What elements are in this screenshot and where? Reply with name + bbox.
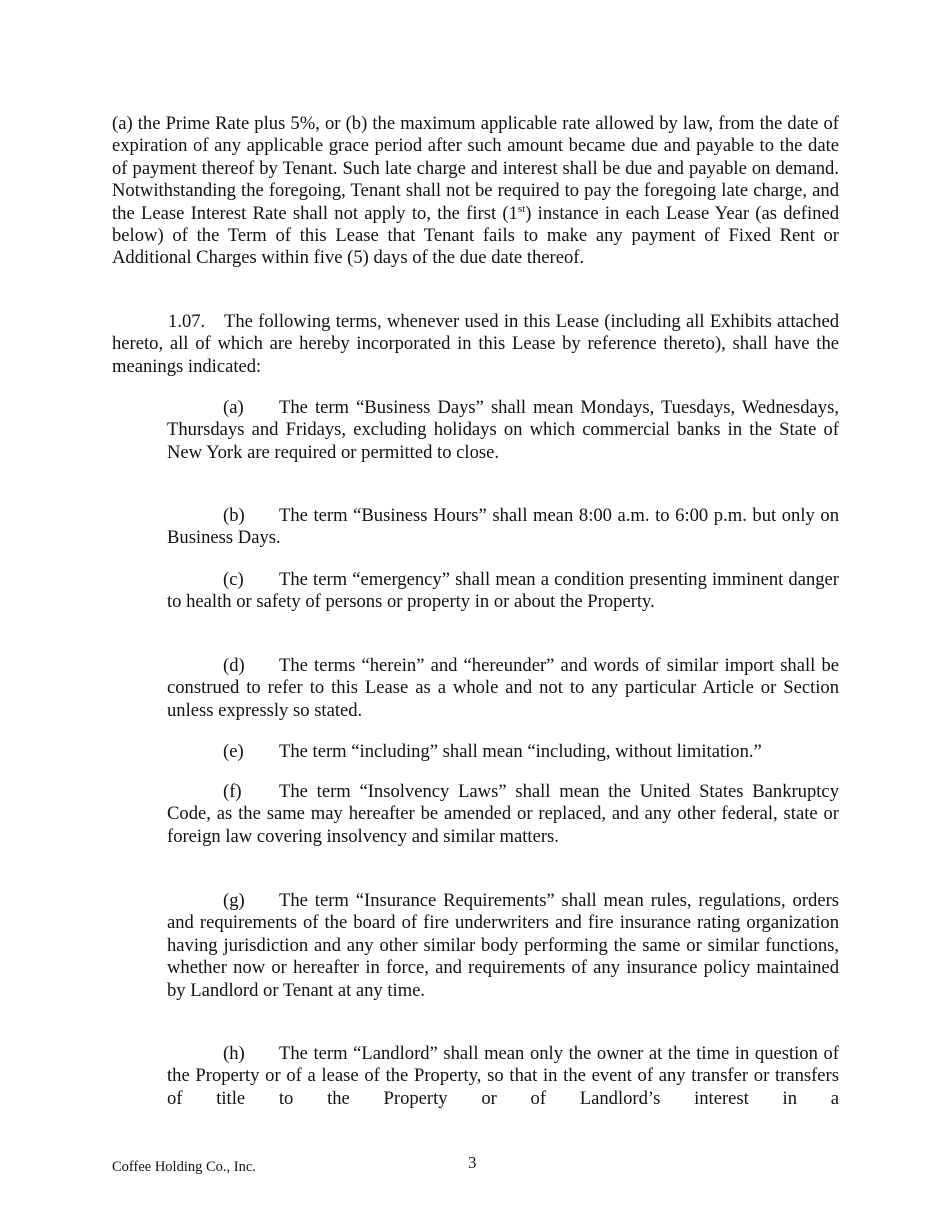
definition-h xyxy=(167,1043,839,1110)
definition-label: (g) xyxy=(223,890,245,911)
definition-label: (h) xyxy=(223,1043,245,1064)
definition-label: (d) xyxy=(223,655,245,676)
definition-label: (c) xyxy=(223,569,244,590)
definition-f xyxy=(167,781,839,848)
rate-text-part1: (a) the Prime Rate plus 5%, or (b) the maximum applicable rate allowed by law, from the date of expiration of any applicable grace period after such amount became due and payable to the date of payment thereof by Tenant. Such late charge and interest shall be due and payable on demand. Notwithstanding the foregoing, Tenant shall not be required to pay the foregoing late charge, and the Lease Interest Rate shall not apply to, the first (1 xyxy=(112,113,839,224)
definition-label: (a) xyxy=(223,397,244,418)
rate-text-part2: ) instance in each Lease Year (as defined below) of the Term of this Lease that Tenant fails to make any payment of Fixed Rent or Additional Charges within five (5) days of the due date thereof. xyxy=(112,202,839,269)
definition-text: The term “Business Hours” shall mean 8:00 a.m. to 6:00 p.m. but only on Business Days. xyxy=(167,505,839,549)
definition-label: (f) xyxy=(223,781,242,802)
definition-label: (e) xyxy=(223,741,244,762)
section-1-07 xyxy=(112,311,839,378)
ordinal-superscript: st xyxy=(517,202,526,215)
definition-a xyxy=(167,397,839,464)
definition-label: (b) xyxy=(223,505,245,526)
section-text: The following terms, whenever used in this Lease (including all Exhibits attached hereto, all of which are hereby incorporated in this Lease by reference thereto), shall have the meanings indicated: xyxy=(112,311,839,377)
definition-text: The terms “herein” and “hereunder” and words of similar import shall be construed to refer to this Lease as a whole and not to any particular Article or Section unless expressly so stated. xyxy=(167,655,839,721)
section-number: 1.07. xyxy=(168,311,206,332)
definition-text: The term “Insolvency Laws” shall mean the United States Bankruptcy Code, as the same may hereafter be amended or replaced, and any other federal, state or foreign law covering insolvency and similar matters. xyxy=(167,781,839,847)
definition-text: The term “emergency” shall mean a condition presenting imminent danger to health or safety of persons or property in or about the Property. xyxy=(167,569,839,613)
definition-g xyxy=(167,890,839,1002)
definition-c xyxy=(167,569,839,614)
definition-text: The term “Business Days” shall mean Mondays, Tuesdays, Wednesdays, Thursdays and Fridays, excluding holidays on which commercial banks in the State of New York are required or permitted to close. xyxy=(167,397,839,463)
definition-b xyxy=(167,505,839,550)
definition-text: The term “Insurance Requirements” shall mean rules, regulations, orders and requirements of the board of fire underwriters and fire insurance rating organization having jurisdiction and any other similar body performing the same or similar functions, whether now or hereafter in force, and requirements of any insurance policy maintained by Landlord or Tenant at any time. xyxy=(167,890,839,1001)
footer-company: Coffee Holding Co., Inc. xyxy=(112,1159,256,1175)
definition-text: The term “including” shall mean “including, without limitation.” xyxy=(279,741,762,762)
definition-d xyxy=(167,655,839,722)
page-number: 3 xyxy=(468,1153,477,1172)
definition-text: The term “Landlord” shall mean only the owner at the time in question of the Property or of a lease of the Property, so that in the event of any transfer or transfers of title to the Property or of Landlord’s interest in a xyxy=(167,1043,839,1109)
rate-paragraph xyxy=(112,113,839,270)
definition-e xyxy=(167,741,839,763)
